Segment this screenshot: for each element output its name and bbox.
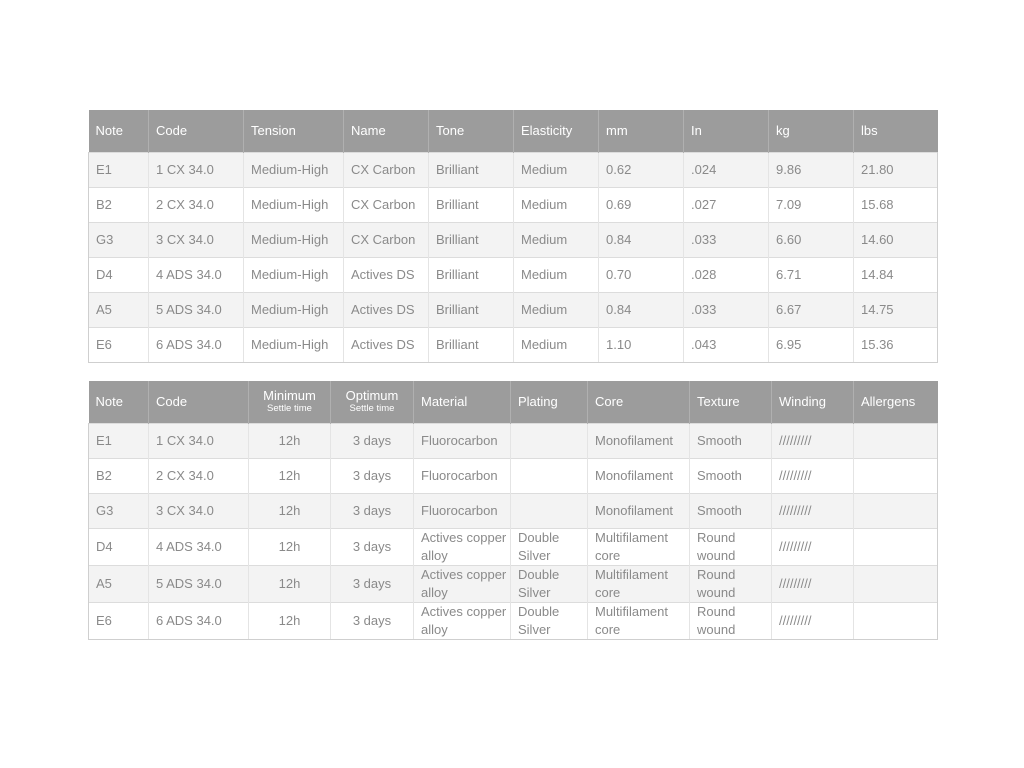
cell-optimum-settle: 3 days	[331, 528, 414, 565]
cell-elasticity: Medium	[514, 257, 599, 292]
cell-winding: /////////	[772, 493, 854, 528]
cell-note: E6	[89, 327, 149, 362]
cell-optimum-settle: 3 days	[331, 565, 414, 602]
cell-in: .024	[684, 152, 769, 187]
cell-name: Actives DS	[344, 292, 429, 327]
cell-code: 2 CX 34.0	[149, 458, 249, 493]
table-row	[89, 152, 938, 187]
cell-minimum-settle: 12h	[249, 528, 331, 565]
header-tension: Tension	[244, 110, 344, 152]
cell-code: 1 CX 34.0	[149, 423, 249, 458]
cell-minimum-settle: 12h	[249, 423, 331, 458]
cell-allergens	[854, 423, 938, 458]
header-material: Material	[414, 381, 511, 423]
cell-note: A5	[89, 292, 149, 327]
cell-plating: Double Silver	[511, 565, 588, 602]
cell-note: D4	[89, 528, 149, 565]
cell-allergens	[854, 493, 938, 528]
cell-material: Fluorocarbon	[414, 423, 511, 458]
cell-code: 3 CX 34.0	[149, 222, 244, 257]
header-note: Note	[95, 394, 123, 410]
cell-core: Monofilament	[588, 493, 690, 528]
cell-plating	[511, 423, 588, 458]
cell-minimum-settle: 12h	[249, 565, 331, 602]
header-note: Note	[95, 123, 123, 139]
cell-plating	[511, 493, 588, 528]
cell-mm: 0.69	[599, 187, 684, 222]
header-row	[89, 381, 938, 423]
cell-lbs: 21.80	[854, 152, 938, 187]
table-row	[89, 458, 938, 493]
cell-elasticity: Medium	[514, 152, 599, 187]
table-row	[89, 292, 938, 327]
cell-kg: 6.71	[769, 257, 854, 292]
cell-tension: Medium-High	[244, 257, 344, 292]
cell-texture: Smooth	[690, 493, 772, 528]
header-kg: kg	[769, 110, 854, 152]
table-row	[89, 602, 938, 639]
cell-optimum-settle: 3 days	[331, 458, 414, 493]
header-core: Core	[588, 381, 690, 423]
cell-winding: /////////	[772, 423, 854, 458]
cell-texture: Round wound	[690, 602, 772, 639]
cell-code: 4 ADS 34.0	[149, 257, 244, 292]
cell-tension: Medium-High	[244, 187, 344, 222]
header-optimum-sub: Settle time	[349, 403, 395, 415]
cell-minimum-settle: 12h	[249, 602, 331, 639]
header-in: In	[684, 110, 769, 152]
cell-tone: Brilliant	[429, 152, 514, 187]
cell-optimum-settle: 3 days	[331, 602, 414, 639]
cell-note: G3	[89, 493, 149, 528]
header-plating: Plating	[511, 381, 588, 423]
cell-code: 2 CX 34.0	[149, 187, 244, 222]
cell-in: .028	[684, 257, 769, 292]
cell-note: B2	[89, 458, 149, 493]
cell-mm: 0.84	[599, 222, 684, 257]
cell-core: Multifilament core	[588, 528, 690, 565]
cell-note: E1	[89, 423, 149, 458]
cell-texture: Smooth	[690, 458, 772, 493]
header-code: Code	[149, 110, 244, 152]
header-winding: Winding	[772, 381, 854, 423]
cell-tone: Brilliant	[429, 257, 514, 292]
header-minimum-sub: Settle time	[267, 403, 312, 415]
cell-elasticity: Medium	[514, 327, 599, 362]
header-mm: mm	[599, 110, 684, 152]
cell-core: Multifilament core	[588, 602, 690, 639]
table-row	[89, 565, 938, 602]
cell-lbs: 14.75	[854, 292, 938, 327]
cell-core: Monofilament	[588, 423, 690, 458]
cell-note: E6	[89, 602, 149, 639]
cell-tension: Medium-High	[244, 222, 344, 257]
cell-in: .027	[684, 187, 769, 222]
cell-core: Monofilament	[588, 458, 690, 493]
cell-code: 4 ADS 34.0	[149, 528, 249, 565]
cell-texture: Smooth	[690, 423, 772, 458]
cell-core: Multifilament core	[588, 565, 690, 602]
cell-tone: Brilliant	[429, 292, 514, 327]
header-elasticity: Elasticity	[514, 110, 599, 152]
cell-lbs: 14.60	[854, 222, 938, 257]
cell-winding: /////////	[772, 565, 854, 602]
string-specs-table	[88, 110, 938, 363]
cell-tension: Medium-High	[244, 292, 344, 327]
cell-lbs: 14.84	[854, 257, 938, 292]
cell-texture: Round wound	[690, 528, 772, 565]
header-minimum: Minimum	[263, 388, 316, 404]
cell-note: G3	[89, 222, 149, 257]
cell-code: 5 ADS 34.0	[149, 565, 249, 602]
table-row	[89, 222, 938, 257]
header-minimum-settle-time	[249, 381, 331, 423]
cell-code: 3 CX 34.0	[149, 493, 249, 528]
cell-winding: /////////	[772, 528, 854, 565]
cell-material: Fluorocarbon	[414, 458, 511, 493]
header-tone: Tone	[429, 110, 514, 152]
cell-mm: 0.70	[599, 257, 684, 292]
cell-in: .033	[684, 292, 769, 327]
header-code: Code	[149, 381, 249, 423]
header-lbs: lbs	[854, 110, 938, 152]
header-allergens: Allergens	[854, 381, 938, 423]
cell-name: Actives DS	[344, 327, 429, 362]
cell-plating	[511, 458, 588, 493]
cell-optimum-settle: 3 days	[331, 493, 414, 528]
cell-elasticity: Medium	[514, 292, 599, 327]
cell-optimum-settle: 3 days	[331, 423, 414, 458]
cell-lbs: 15.36	[854, 327, 938, 362]
cell-tension: Medium-High	[244, 327, 344, 362]
cell-minimum-settle: 12h	[249, 458, 331, 493]
cell-elasticity: Medium	[514, 222, 599, 257]
cell-kg: 7.09	[769, 187, 854, 222]
cell-minimum-settle: 12h	[249, 493, 331, 528]
table-row	[89, 187, 938, 222]
cell-allergens	[854, 565, 938, 602]
cell-note: D4	[89, 257, 149, 292]
table-row	[89, 257, 938, 292]
cell-name: CX Carbon	[344, 187, 429, 222]
cell-allergens	[854, 602, 938, 639]
cell-name: CX Carbon	[344, 152, 429, 187]
header-name: Name	[344, 110, 429, 152]
table-row	[89, 528, 938, 565]
cell-kg: 6.95	[769, 327, 854, 362]
cell-kg: 6.67	[769, 292, 854, 327]
header-row	[89, 110, 938, 152]
cell-note: E1	[89, 152, 149, 187]
cell-code: 6 ADS 34.0	[149, 602, 249, 639]
cell-in: .043	[684, 327, 769, 362]
cell-note: B2	[89, 187, 149, 222]
cell-texture: Round wound	[690, 565, 772, 602]
cell-tone: Brilliant	[429, 327, 514, 362]
header-optimum-settle-time	[331, 381, 414, 423]
cell-material: Actives copper alloy	[414, 602, 511, 639]
cell-lbs: 15.68	[854, 187, 938, 222]
cell-tone: Brilliant	[429, 187, 514, 222]
cell-tension: Medium-High	[244, 152, 344, 187]
cell-kg: 6.60	[769, 222, 854, 257]
cell-note: A5	[89, 565, 149, 602]
cell-mm: 1.10	[599, 327, 684, 362]
header-texture: Texture	[690, 381, 772, 423]
cell-mm: 0.84	[599, 292, 684, 327]
cell-kg: 9.86	[769, 152, 854, 187]
header-optimum: Optimum	[345, 388, 399, 404]
cell-allergens	[854, 528, 938, 565]
cell-name: Actives DS	[344, 257, 429, 292]
cell-code: 6 ADS 34.0	[149, 327, 244, 362]
cell-winding: /////////	[772, 602, 854, 639]
table-row	[89, 493, 938, 528]
cell-code: 1 CX 34.0	[149, 152, 244, 187]
cell-material: Fluorocarbon	[414, 493, 511, 528]
cell-material: Actives copper alloy	[414, 528, 511, 565]
cell-elasticity: Medium	[514, 187, 599, 222]
cell-plating: Double Silver	[511, 528, 588, 565]
cell-name: CX Carbon	[344, 222, 429, 257]
cell-tone: Brilliant	[429, 222, 514, 257]
cell-winding: /////////	[772, 458, 854, 493]
string-materials-table	[88, 381, 938, 640]
cell-mm: 0.62	[599, 152, 684, 187]
cell-in: .033	[684, 222, 769, 257]
cell-plating: Double Silver	[511, 602, 588, 639]
table-row	[89, 327, 938, 362]
cell-allergens	[854, 458, 938, 493]
table-row	[89, 423, 938, 458]
cell-material: Actives copper alloy	[414, 565, 511, 602]
cell-code: 5 ADS 34.0	[149, 292, 244, 327]
